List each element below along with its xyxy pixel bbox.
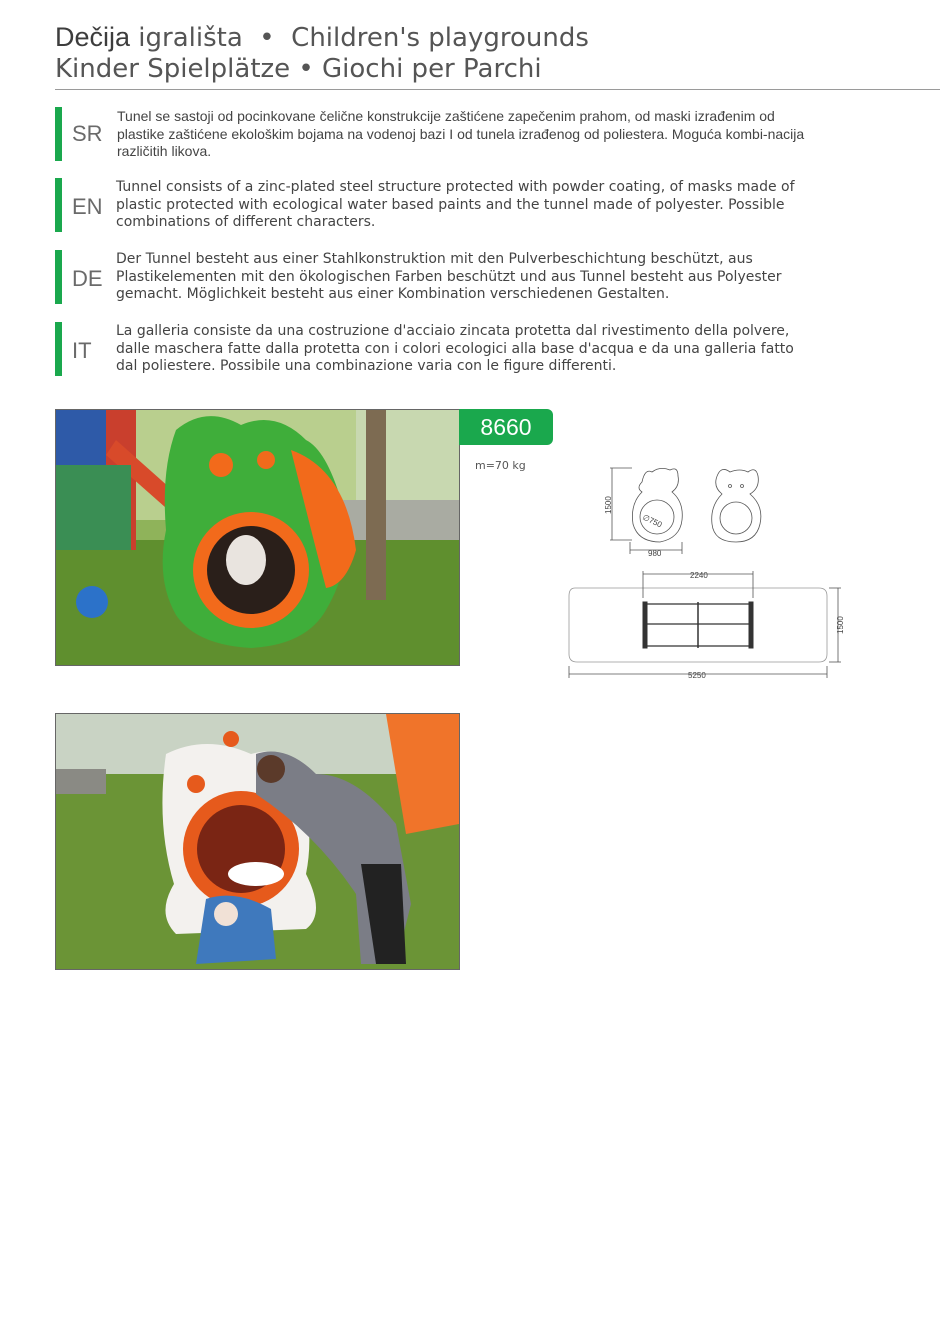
lang-accent-bar xyxy=(55,178,62,232)
header-lead: Dečija xyxy=(55,22,131,52)
product-code-badge: 8660 xyxy=(459,409,553,445)
lang-code: IT xyxy=(72,338,92,363)
dim-front-height: 1500 xyxy=(604,496,613,514)
photo-1-illustration xyxy=(56,410,459,665)
header-rule xyxy=(55,89,940,90)
lang-text: La galleria consiste da una costruzione d'acciaio zincata protetta dal rivestimento della polvere, dalle maschera fatte dalla protetta con i colori ecologici alla base d'acqua e da una galleria fatto dal poliestere. Possibile una combinazione varia con le figure differenti. xyxy=(116,323,794,374)
product-photo-1 xyxy=(55,409,460,666)
lang-block-de xyxy=(55,250,815,304)
lang-accent-bar xyxy=(55,107,62,161)
lang-text: Tunel se sastoji od pocinkovane čelične konstrukcije zaštićene zapečenim prahom, od maski izrađenim od plastike zaštićene ekološkim bojama na vodenoj bazi I od tunela izrađenog od poliestera. Moguća kombi-nacija različitih likova. xyxy=(117,108,805,159)
lang-code: SR xyxy=(72,121,103,146)
header-line-1-rest: igrališta • Children's playgrounds xyxy=(130,23,589,53)
dim-top-inner-length: 2240 xyxy=(690,571,708,580)
page-header xyxy=(55,22,940,85)
lang-code: DE xyxy=(72,266,103,291)
dim-front-width: 980 xyxy=(648,549,662,558)
lang-text: Der Tunnel besteht aus einer Stahlkonstruktion mit den Pulverbeschichtung beschützt, aus Plastikelementen mit den ökologischen Farben beschützt und aus Tunnel besteht aus Polyester gemacht. Möglichkeit besteht aus einer Kombination verschiedenen Gestalten. xyxy=(116,251,782,302)
lang-accent-bar xyxy=(55,322,62,376)
dim-top-total-length: 5250 xyxy=(688,671,706,680)
product-mass: m=70 kg xyxy=(475,459,526,472)
header-line-2: Kinder Spielplätze • Giochi per Parchi xyxy=(55,54,542,84)
lang-block-en xyxy=(55,178,815,232)
top-view-drawing xyxy=(565,568,845,683)
dim-tunnel-diameter: ∅750 xyxy=(641,512,664,530)
photo-2-illustration xyxy=(56,714,459,969)
product-photo-2 xyxy=(55,713,460,970)
header-line-1 xyxy=(55,22,940,54)
front-view-drawing xyxy=(600,462,770,562)
lang-text: Tunnel consists of a zinc-plated steel structure protected with powder coating, of masks made of plastic protected with ecological water based paints and the tunnel made of polyester. Possible combinations of different characters. xyxy=(116,179,795,230)
lang-block-sr xyxy=(55,107,815,161)
lang-code: EN xyxy=(72,194,103,219)
dim-top-depth: 1500 xyxy=(836,616,845,634)
lang-block-it xyxy=(55,322,815,376)
lang-accent-bar xyxy=(55,250,62,304)
